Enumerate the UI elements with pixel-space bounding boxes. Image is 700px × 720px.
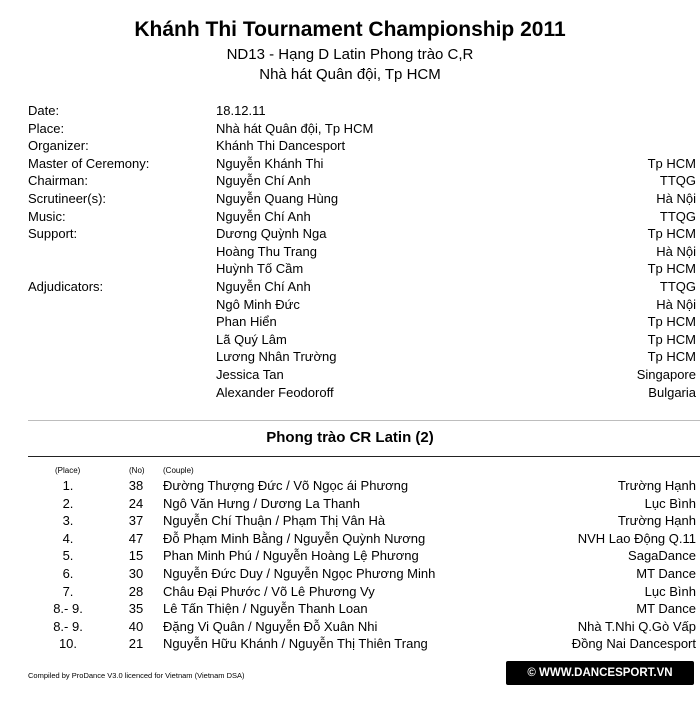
info-row [28, 120, 696, 138]
info-location: TTQG [659, 278, 696, 294]
info-row [28, 384, 696, 402]
result-number: 15 [128, 548, 144, 564]
result-couple: Ngô Văn Hưng / Dương La Thanh [163, 495, 360, 511]
info-row [28, 348, 696, 366]
result-club: Trường Hạnh [617, 478, 696, 493]
info-name: Nguyễn Chí Anh [216, 278, 311, 294]
result-row [0, 512, 700, 530]
info-label: Organizer: [28, 138, 89, 154]
result-club: Đồng Nai Dancesport [571, 636, 696, 652]
info-label: Date: [28, 103, 60, 118]
result-row [0, 547, 700, 565]
result-couple: Lê Tấn Thiện / Nguyễn Thanh Loan [163, 601, 368, 617]
info-name: Phan Hiển [216, 314, 277, 330]
info-location: Hà Nội [656, 243, 696, 259]
result-number: 21 [128, 636, 144, 652]
result-place: 6. [62, 565, 74, 581]
result-club: SagaDance [628, 548, 696, 564]
number-header: (No) [129, 466, 145, 475]
result-row [0, 477, 700, 495]
info-row [28, 172, 696, 190]
info-row [28, 278, 696, 296]
footer-note: Compiled by ProDance V3.0 licenced for Vietnam (Vietnam DSA) [28, 671, 245, 680]
info-location: Tp HCM [647, 226, 696, 242]
info-name: Nguyễn Chí Anh [216, 173, 311, 189]
info-label: Chairman: [28, 173, 88, 189]
info-location: Tp HCM [647, 155, 696, 171]
result-row [0, 635, 700, 653]
result-couple: Đặng Vi Quân / Nguyễn Đỗ Xuân Nhi [163, 618, 378, 634]
info-location: TTQG [659, 173, 696, 189]
result-club: NVH Lao Động Q.11 [577, 530, 696, 546]
result-place: 4. [62, 530, 74, 546]
result-club: MT Dance [636, 565, 696, 581]
info-label: Music: [28, 208, 66, 224]
result-number: 47 [128, 530, 144, 546]
info-row [28, 208, 696, 226]
info-location: Bulgaria [648, 384, 696, 400]
result-couple: Châu Đại Phước / Võ Lê Phương Vy [163, 583, 375, 599]
info-location: Tp HCM [647, 314, 696, 330]
officials-info [28, 102, 696, 401]
result-couple: Đỗ Phạm Minh Bằng / Nguyễn Quỳnh Nương [163, 530, 426, 546]
info-location: Tp HCM [647, 349, 696, 365]
event-venue: Nhà hát Quân đội, Tp HCM [259, 66, 441, 83]
result-couple: Đường Thượng Đức / Võ Ngọc ái Phương [163, 478, 409, 493]
result-number: 28 [128, 583, 144, 599]
result-couple: Nguyễn Đức Duy / Nguyễn Ngọc Phương Minh [163, 565, 436, 581]
result-club: Lục Bình [644, 583, 696, 599]
result-place: 1. [62, 478, 74, 493]
info-name: Nguyễn Chí Anh [216, 208, 311, 224]
info-name: Dương Quỳnh Nga [216, 226, 327, 242]
info-name: Khánh Thi Dancesport [216, 138, 346, 154]
info-location: Tp HCM [647, 261, 696, 277]
info-name: Lương Nhân Trường [216, 349, 337, 365]
info-label: Place: [28, 120, 65, 136]
info-name: Huỳnh Tố Cầm [216, 261, 304, 277]
place-header: (Place) [55, 466, 81, 475]
result-couple: Phan Minh Phú / Nguyễn Hoàng Lệ Phương [163, 548, 419, 564]
info-row [28, 155, 696, 173]
result-couple: Nguyễn Hữu Khánh / Nguyễn Thị Thiên Trang [163, 636, 428, 652]
result-place: 8.- 9. [53, 618, 83, 634]
info-label: Master of Ceremony: [28, 155, 150, 171]
result-club: Nhà T.Nhi Q.Gò Vấp [577, 618, 696, 634]
couple-header: (Couple) [163, 466, 194, 475]
result-place: 5. [62, 548, 74, 564]
info-row [28, 243, 696, 261]
info-name: Alexander Feodoroff [216, 384, 334, 400]
result-number: 40 [128, 618, 144, 634]
info-label: Adjudicators: [28, 278, 104, 294]
info-location: TTQG [659, 208, 696, 224]
info-name: 18.12.11 [216, 103, 266, 118]
info-row [28, 137, 696, 155]
info-row [28, 102, 696, 120]
info-name: Nguyễn Khánh Thi [216, 155, 324, 171]
info-location: Hà Nội [656, 190, 696, 206]
result-row [0, 583, 700, 601]
result-place: 10. [58, 636, 78, 652]
info-label: Support: [28, 226, 78, 242]
section-title: Phong trào CR Latin (2) [266, 429, 434, 446]
info-row [28, 331, 696, 349]
info-location: Singapore [636, 366, 696, 382]
info-location: Tp HCM [647, 331, 696, 347]
info-row [28, 190, 696, 208]
result-club: MT Dance [636, 601, 696, 617]
info-row [28, 260, 696, 278]
info-name: Ngô Minh Đức [216, 296, 300, 312]
result-number: 30 [128, 565, 144, 581]
result-place: 3. [62, 513, 74, 529]
result-place: 8.- 9. [53, 601, 83, 617]
result-row [0, 530, 700, 548]
result-row [0, 565, 700, 583]
result-row [0, 618, 700, 636]
info-name: Nguyễn Quang Hùng [216, 190, 339, 206]
result-row [0, 600, 700, 618]
result-number: 37 [128, 513, 144, 529]
info-name: Lã Quý Lâm [216, 331, 287, 347]
info-row [28, 225, 696, 243]
result-couple: Nguyễn Chí Thuận / Phạm Thị Vân Hà [163, 513, 386, 529]
divider [28, 420, 700, 421]
info-row [28, 296, 696, 314]
info-row [28, 313, 696, 331]
info-name: Hoàng Thu Trang [216, 243, 317, 259]
result-place: 7. [62, 583, 74, 599]
result-row [0, 495, 700, 513]
divider [28, 456, 700, 457]
info-name: Nhà hát Quân đội, Tp HCM [216, 120, 374, 136]
results-table [0, 477, 700, 653]
info-label: Scrutineer(s): [28, 190, 107, 206]
info-name: Jessica Tan [216, 366, 284, 382]
result-number: 24 [128, 495, 144, 511]
info-row [28, 366, 696, 384]
result-club: Trường Hạnh [617, 513, 696, 529]
result-club: Lục Bình [644, 495, 696, 511]
info-location: Hà Nội [656, 296, 696, 312]
result-place: 2. [62, 495, 74, 511]
event-subtitle: ND13 - Hạng D Latin Phong trào C,R [226, 46, 474, 63]
watermark-badge: © WWW.DANCESPORT.VN [506, 661, 694, 685]
result-number: 38 [128, 478, 144, 493]
result-number: 35 [128, 601, 144, 617]
page-title: Khánh Thi Tournament Championship 2011 [134, 18, 566, 41]
